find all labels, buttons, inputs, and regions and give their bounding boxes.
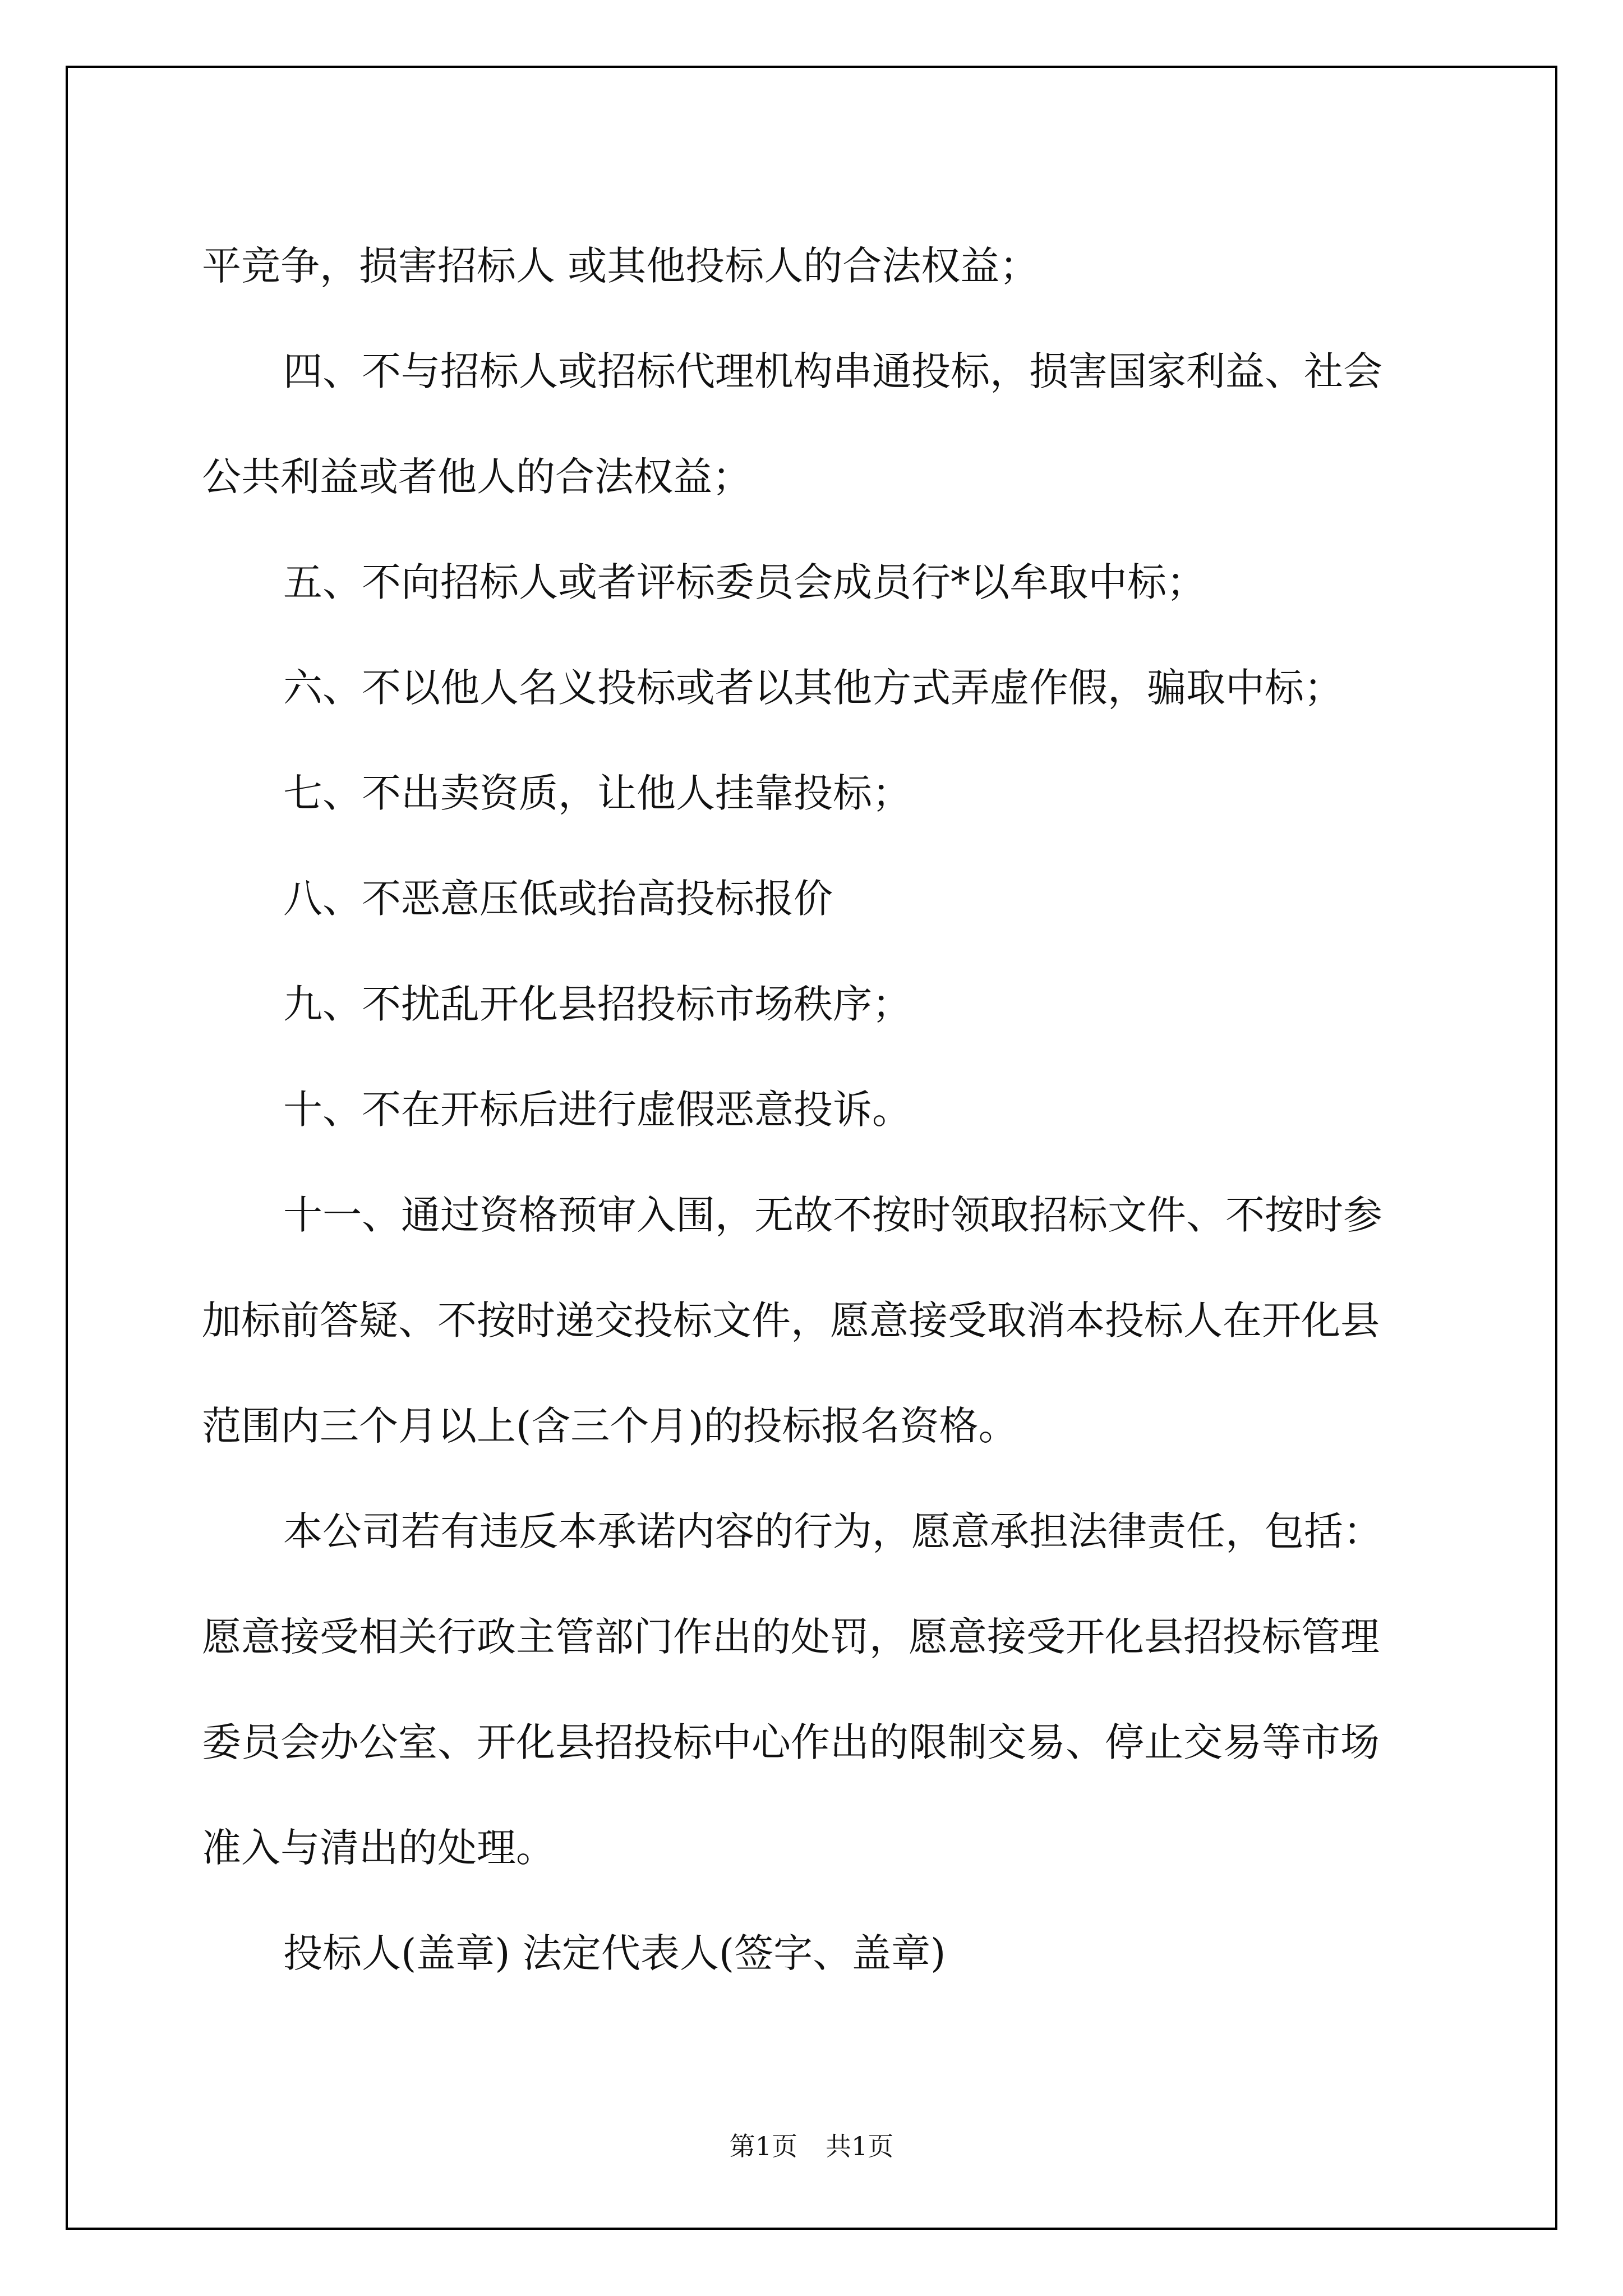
paragraph: 平竞争，损害招标人 或其他投标人的合法权益； — [202, 243, 1039, 289]
paragraph: 十、不在开标后进行虚假恶意投诉。 — [283, 1087, 911, 1133]
paragraph: 范围内三个月以上(含三个月)的投标报名资格。 — [202, 1403, 1018, 1449]
paragraph: 委员会办公室、开化县招投标中心作出的限制交易、停止交易等市场 — [202, 1719, 1380, 1765]
paragraph: 十一、通过资格预审入围，无故不按时领取招标文件、不按时参 — [283, 1192, 1382, 1238]
document-body — [202, 213, 1436, 2006]
paragraph: 公共利益或者他人的合法权益； — [202, 454, 751, 500]
paragraph: 九、不扰乱开化县招投标市场秩序； — [283, 981, 911, 1027]
paragraph: 八、不恶意压低或抬高投标报价 — [283, 876, 833, 922]
paragraph: 准入与清出的处理。 — [202, 1825, 555, 1871]
paragraph: 加标前答疑、不按时递交投标文件，愿意接受取消本投标人在开化县 — [202, 1297, 1380, 1343]
paragraph: 本公司若有违反本承诺内容的行为，愿意承担法律责任，包括： — [283, 1508, 1382, 1554]
page-number: 第1页 — [729, 2131, 797, 2161]
paragraph: 七、不出卖资质，让他人挂靠投标； — [283, 770, 911, 816]
page-total: 共1页 — [826, 2131, 894, 2161]
page-footer — [0, 2126, 1623, 2163]
paragraph: 五、不向招标人或者评标委员会成员行*以牟取中标； — [283, 559, 1206, 605]
signature-line: 投标人(盖章) 法定代表人(签字、盖章) — [283, 1930, 946, 1976]
paragraph: 六、不以他人名义投标或者以其他方式弄虚作假，骗取中标； — [283, 665, 1343, 711]
paragraph: 四、不与招标人或招标代理机构串通投标，损害国家利益、社会 — [283, 348, 1382, 394]
paragraph: 愿意接受相关行政主管部门作出的处罚，愿意接受开化县招投标管理 — [202, 1614, 1380, 1660]
